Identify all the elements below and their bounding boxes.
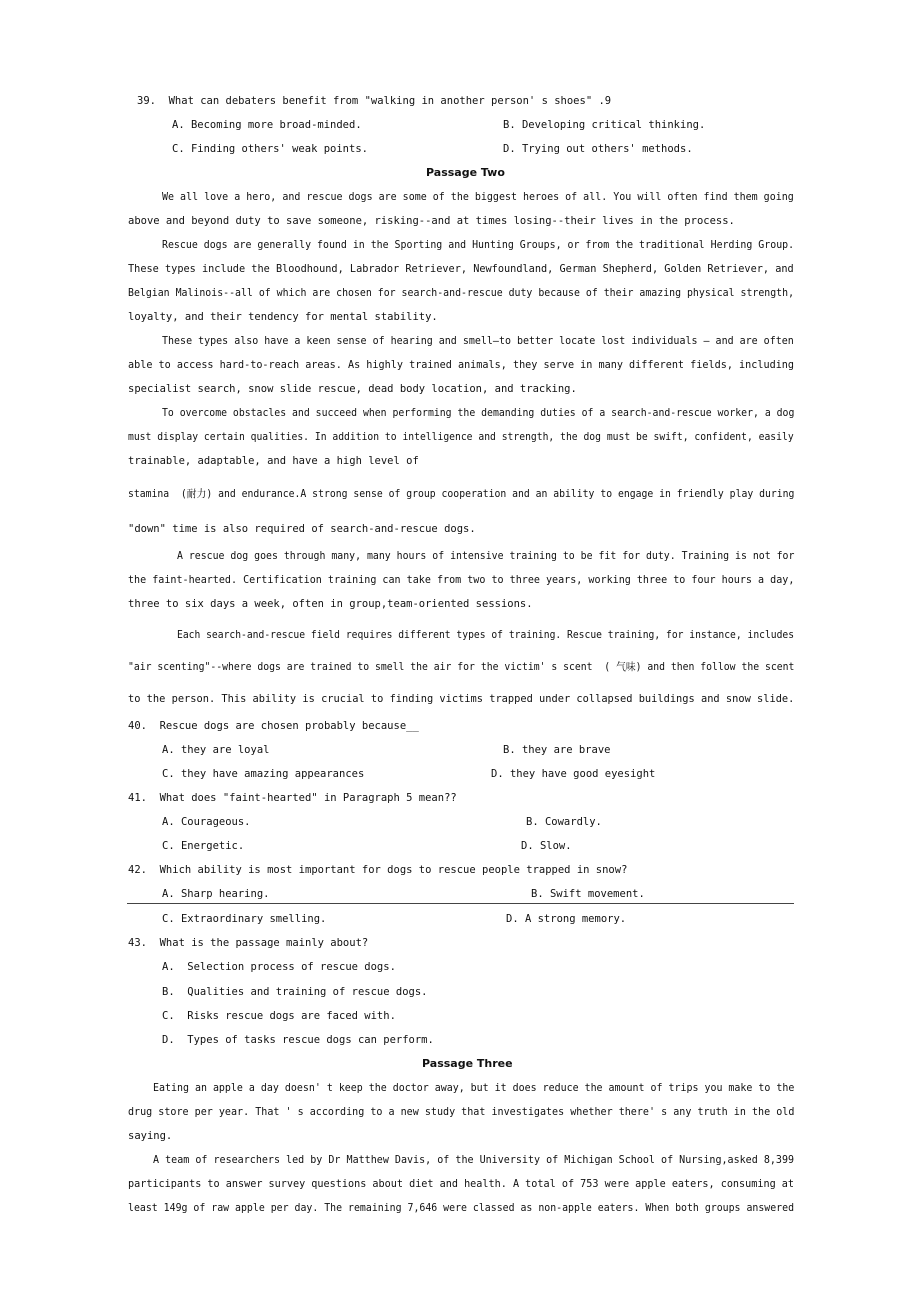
q40-option-b: B. they are brave [503, 744, 611, 756]
q42-option-b: B. Swift movement. [531, 888, 645, 900]
q39-option-d: D. Trying out others' methods. [503, 143, 693, 155]
passage-two-line: to the person. This ability is crucial to finding victims trapped under collapsed buildings and snow slide. [128, 693, 795, 705]
passage-two-line: Each search-and-rescue field requires different types of training. Rescue training, for instance, includes [177, 629, 795, 641]
q43-option-a: A. Selection process of rescue dogs. [162, 961, 396, 973]
passage-two-line: Belgian Malinois--all of which are chosen for search-and-rescue duty because of their amazing physical strength, [128, 287, 795, 299]
divider-line [127, 903, 794, 904]
passage-three-line: saying. [128, 1130, 173, 1142]
q42-option-d: D. A strong memory. [506, 913, 627, 925]
q41-option-b: B. Cowardly. [526, 816, 602, 828]
passage-two-line: able to access hard-to-reach areas. As highly trained animals, they serve in many different fields, including [128, 359, 795, 371]
passage-two-title: Passage Two [426, 166, 505, 179]
passage-two-line: These types include the Bloodhound, Labrador Retriever, Newfoundland, German Shepherd, Golden Retriever, and [128, 263, 794, 275]
q41-option-c: C. Energetic. [162, 840, 245, 852]
q41-stem: 41. What does "faint-hearted" in Paragraph 5 mean?? [128, 792, 457, 804]
q42-stem: 42. Which ability is most important for dogs to rescue people trapped in snow? [128, 864, 628, 876]
passage-two-line: We all love a hero, and rescue dogs are some of the biggest heroes of all. You will often find them going [162, 191, 794, 203]
passage-two-line: must display certain qualities. In addition to intelligence and strength, the dog must be swift, confident, easily [128, 431, 794, 443]
passage-three-line: A team of researchers led by Dr Matthew Davis, of the University of Michigan School of Nursing,asked 8,399 [153, 1154, 795, 1166]
q41-option-d: D. Slow. [521, 840, 572, 852]
q40-option-d: D. they have good eyesight [491, 768, 656, 780]
passage-two-line: "air scenting"--where dogs are trained to smell the air for the victim' s scent ( 气味) and then follow the scent [128, 661, 795, 673]
passage-two-line: To overcome obstacles and succeed when performing the demanding duties of a search-and-rescue worker, a dog [162, 407, 795, 419]
q42-option-c: C. Extraordinary smelling. [162, 913, 327, 925]
passage-three-line: least 149g of raw apple per day. The remaining 7,646 were classed as non-apple eaters. When both groups answered [128, 1202, 795, 1214]
q40-option-a: A. they are loyal [162, 744, 270, 756]
q40-stem: 40. Rescue dogs are chosen probably because__ [128, 720, 419, 732]
q43-stem: 43. What is the passage mainly about? [128, 937, 369, 949]
passage-three-line: Eating an apple a day doesn' t keep the doctor away, but it does reduce the amount of trips you make to the [153, 1082, 795, 1094]
passage-three-line: participants to answer survey questions about diet and health. A total of 753 were apple eaters, consuming at [128, 1178, 795, 1190]
passage-two-line: "down" time is also required of search-and-rescue dogs. [128, 523, 476, 535]
q39-option-a: A. Becoming more broad-minded. [172, 119, 362, 131]
passage-two-line: loyalty, and their tendency for mental stability. [128, 311, 438, 323]
q41-option-a: A. Courageous. [162, 816, 251, 828]
passage-two-line: three to six days a week, often in group,team-oriented sessions. [128, 598, 533, 610]
q40-option-c: C. they have amazing appearances [162, 768, 365, 780]
passage-two-line: A rescue dog goes through many, many hours of intensive training to be fit for duty. Training is not for [177, 550, 795, 562]
passage-two-line: trainable, adaptable, and have a high level of [128, 455, 419, 467]
passage-two-line: stamina (耐力) and endurance.A strong sense of group cooperation and an ability to engage in friendly play during [128, 488, 795, 500]
q43-option-b: B. Qualities and training of rescue dogs. [162, 986, 428, 998]
q43-option-d: D. Types of tasks rescue dogs can perform. [162, 1034, 434, 1046]
passage-two-line: These types also have a keen sense of hearing and smell—to better locate lost individuals — and are often [162, 335, 794, 347]
q43-option-c: C. Risks rescue dogs are faced with. [162, 1010, 396, 1022]
q39-option-c: C. Finding others' weak points. [172, 143, 368, 155]
q39-stem: 39. What can debaters benefit from "walking in another person' s shoes" .9 [137, 95, 612, 107]
passage-two-line: Rescue dogs are generally found in the Sporting and Hunting Groups, or from the traditional Herding Group. [162, 239, 795, 251]
passage-two-line: the faint-hearted. Certification training can take from two to three years, working three to four hours a day, [128, 574, 795, 586]
passage-three-title: Passage Three [422, 1057, 513, 1070]
passage-two-line: specialist search, snow slide rescue, dead body location, and tracking. [128, 383, 577, 395]
passage-two-line: above and beyond duty to save someone, risking--and at times losing--their lives in the process. [128, 215, 735, 227]
q39-option-b: B. Developing critical thinking. [503, 119, 706, 131]
passage-three-line: drug store per year. That ' s according to a new study that investigates whether there' s any truth in the old [128, 1106, 795, 1118]
q42-option-a: A. Sharp hearing. [162, 888, 270, 900]
